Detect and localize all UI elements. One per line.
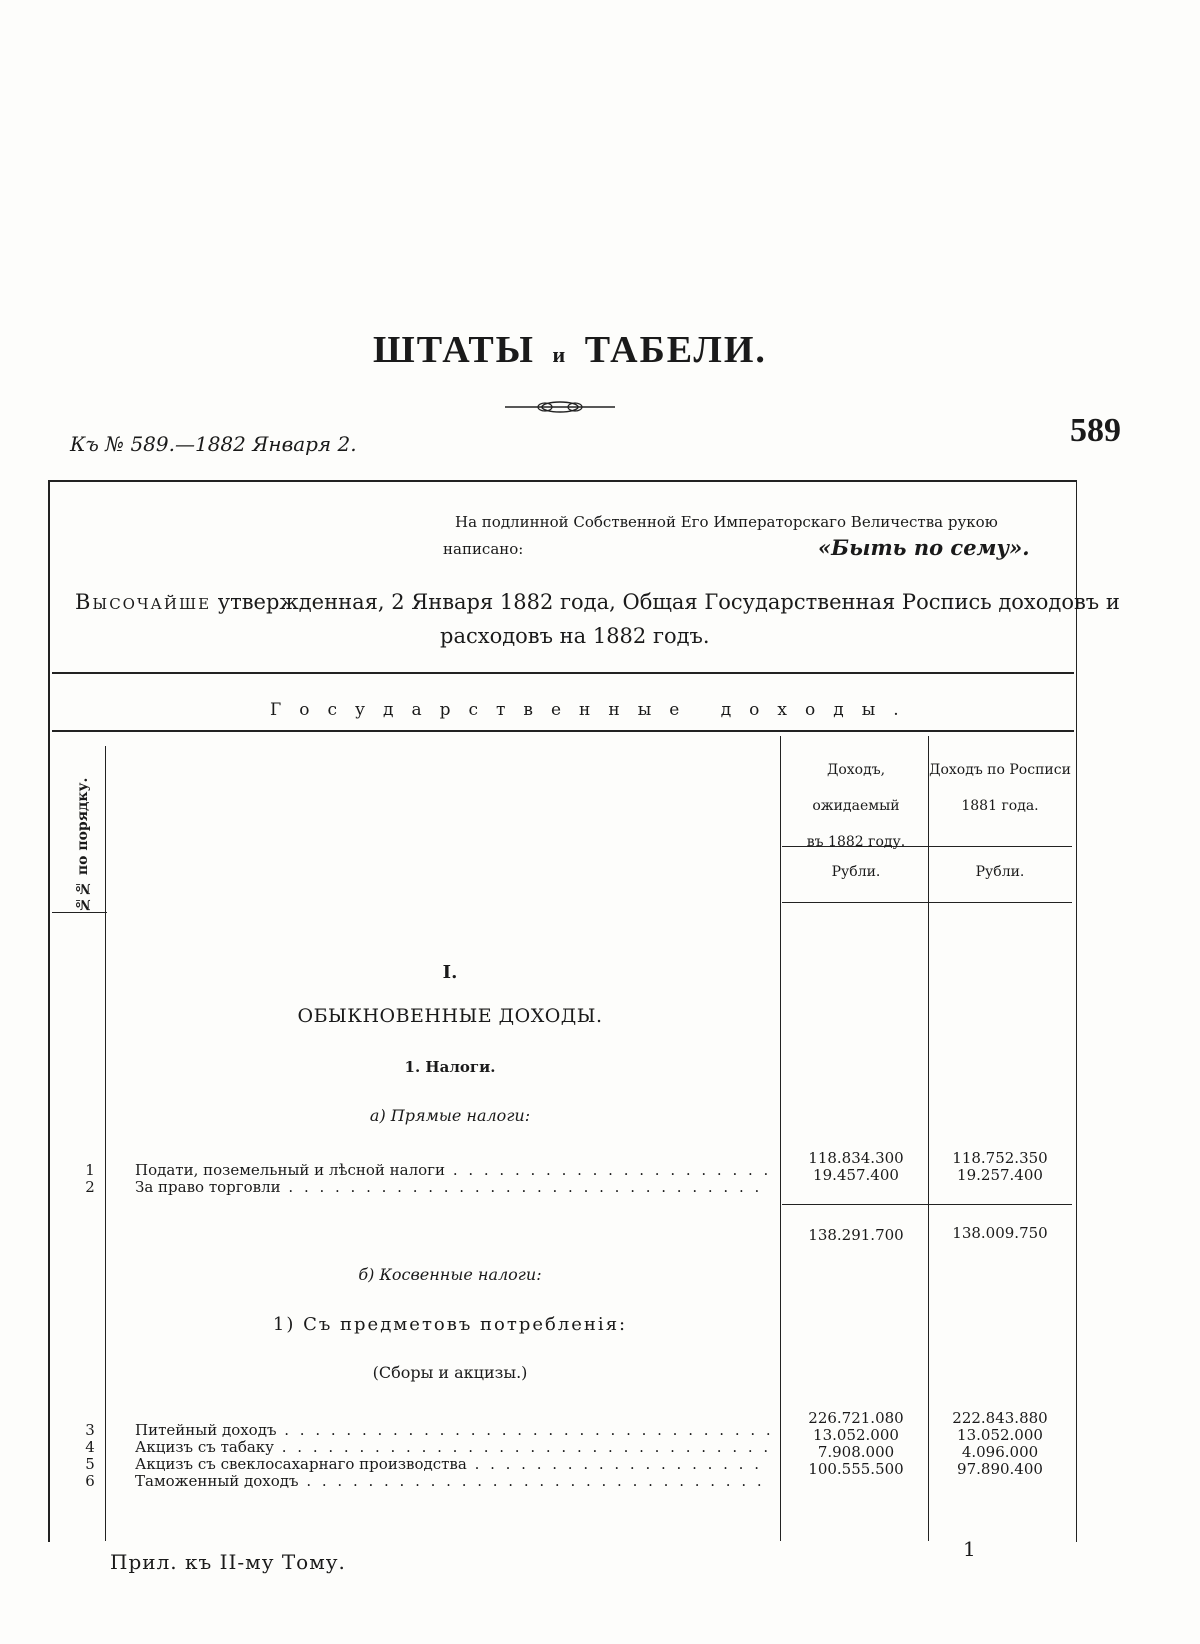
row-value-1882: 226.721.080 bbox=[808, 1409, 904, 1427]
rule-after-heading bbox=[52, 672, 1074, 674]
duties-heading: (Сборы и акцизы.) bbox=[372, 1363, 528, 1382]
row-value-1882: 118.834.300 bbox=[808, 1149, 904, 1167]
row-value-1881: 19.257.400 bbox=[957, 1166, 1043, 1184]
row-number: 4 bbox=[85, 1438, 95, 1456]
title-word-1: ШТАТЫ bbox=[373, 329, 535, 371]
row-label: Таможенный доходъ . . . bbox=[135, 1473, 770, 1490]
row-number: 3 bbox=[85, 1421, 95, 1439]
row-value-1881: 222.843.880 bbox=[952, 1409, 1048, 1427]
row-number: 6 bbox=[85, 1472, 95, 1490]
row-label: Акцизъ съ табаку . . . bbox=[135, 1439, 770, 1456]
row-value-1882: 13.052.000 bbox=[813, 1426, 899, 1444]
row-value-1881: 118.752.350 bbox=[952, 1149, 1048, 1167]
document-heading-line2: расходовъ на 1882 годъ. bbox=[440, 624, 710, 648]
column-rule-1882 bbox=[780, 736, 781, 1541]
document-heading-line1 bbox=[75, 590, 1120, 614]
col1-header-line2: въ 1882 году. bbox=[806, 834, 906, 850]
title-connector: и bbox=[552, 342, 568, 367]
subtotal-1881: 138.009.750 bbox=[952, 1224, 1048, 1242]
direct-taxes-heading: а) Прямые налоги: bbox=[369, 1106, 531, 1125]
row-number: 1 bbox=[85, 1161, 95, 1179]
rule-subtotal bbox=[782, 1204, 1072, 1205]
subtotal-1882: 138.291.700 bbox=[808, 1226, 904, 1244]
imperial-resolution: «Быть по сему». bbox=[818, 535, 1030, 560]
indirect-taxes-heading: б) Косвенные налоги: bbox=[358, 1265, 542, 1284]
row-number: 5 bbox=[85, 1455, 95, 1473]
row-label: Питейный доходъ . . . bbox=[135, 1422, 770, 1439]
signed-note-line1: На подлинной Собственной Его Императорскаго Величества рукою bbox=[455, 513, 998, 531]
row-value-1882: 7.908.000 bbox=[817, 1443, 895, 1461]
row-value-1881: 97.890.400 bbox=[957, 1460, 1043, 1478]
footer-volume-note: Прил. къ II-му Тому. bbox=[110, 1550, 346, 1574]
signed-note-line2: написано: bbox=[443, 540, 524, 558]
col1-unit: Рубли. bbox=[831, 864, 881, 880]
col2-header-line2: 1881 года. bbox=[961, 798, 1039, 814]
row-label: Подати, поземельный и лѣсной налоги . . . bbox=[135, 1162, 770, 1179]
subsection-title: 1. Налоги. bbox=[404, 1058, 496, 1076]
heading-text-1: утвержденная, 2 Января 1882 года, Общая Государственная Роспись доходовъ и bbox=[217, 590, 1120, 614]
column-header-1881 bbox=[926, 752, 1074, 824]
col1-header-line1: Доходъ, ожидаемый bbox=[812, 762, 900, 814]
section-title: Государственные доходы. bbox=[270, 700, 917, 720]
col2-header-line1: Доходъ по Росписи bbox=[929, 762, 1071, 778]
row-label: Акцизъ съ свеклосахарнаго производства . . . bbox=[135, 1456, 770, 1473]
footer-sheet-number: 1 bbox=[963, 1537, 976, 1561]
row-label: За право торговли . . . bbox=[135, 1179, 770, 1196]
row-value-1881: 4.096.000 bbox=[961, 1443, 1039, 1461]
row-value-1882: 100.555.500 bbox=[808, 1460, 904, 1478]
row-value-1882: 19.457.400 bbox=[813, 1166, 899, 1184]
part-title: ОБЫКНОВЕННЫЕ ДОХОДЫ. bbox=[297, 1005, 603, 1027]
ornament-divider-icon bbox=[505, 398, 615, 416]
page-title bbox=[0, 328, 1140, 372]
row-number: 2 bbox=[85, 1178, 95, 1196]
rule-col-unit bbox=[782, 902, 1072, 903]
column-header-1882 bbox=[782, 752, 930, 860]
consumption-heading: 1) Съ предметовъ потребленія: bbox=[272, 1314, 628, 1335]
col2-unit: Рубли. bbox=[975, 864, 1025, 880]
rule-after-section bbox=[52, 730, 1074, 732]
column-header-number: №№ по порядку. bbox=[75, 777, 91, 913]
row-value-1881: 13.052.000 bbox=[957, 1426, 1043, 1444]
heading-prefix: Высочайше bbox=[75, 590, 212, 614]
document-reference: Къ № 589.—1882 Января 2. bbox=[70, 432, 357, 456]
part-number: I. bbox=[442, 962, 458, 983]
page-number: 589 bbox=[1070, 412, 1121, 449]
title-word-2: ТАБЕЛИ. bbox=[584, 329, 767, 371]
